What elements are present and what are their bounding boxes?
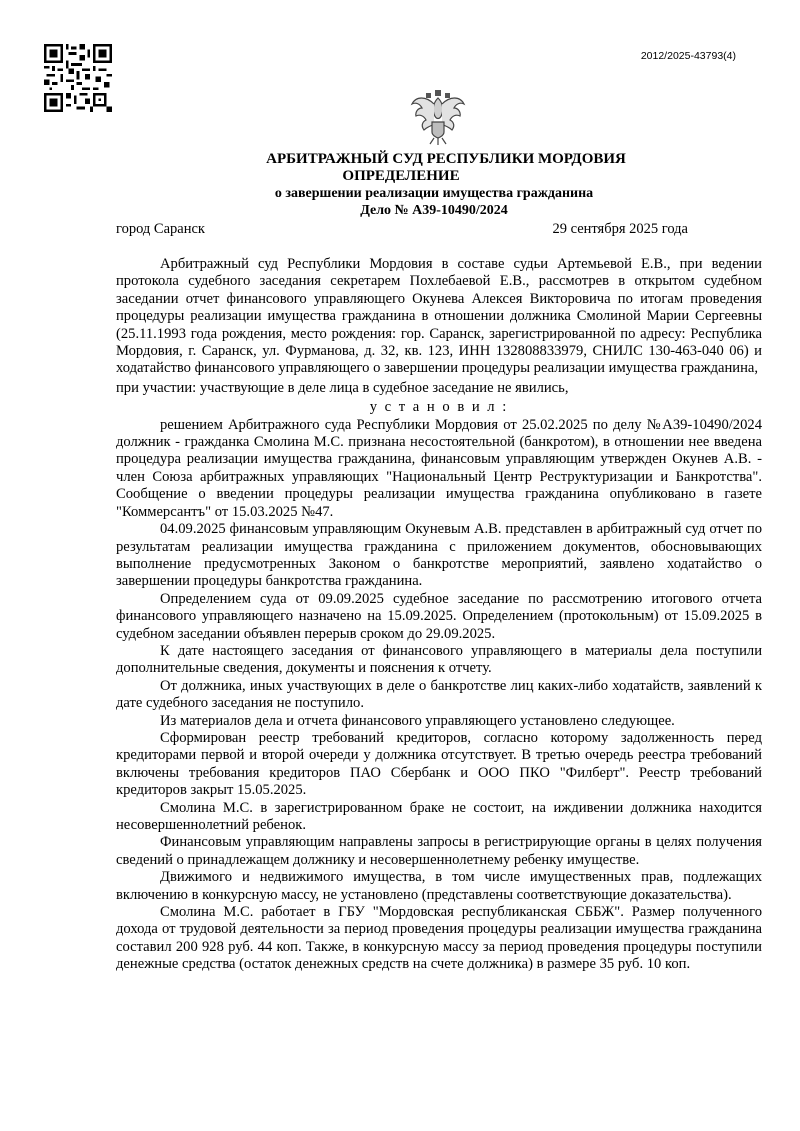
document-type: ОПРЕДЕЛЕНИЕ: [342, 168, 460, 184]
case-number: Дело № А39-10490/2024: [360, 203, 508, 218]
paragraph-decision: решением Арбитражного суда Республики Мордовия от 25.02.2025 по делу №А39-10490/2024 должник - гражданка Смолина М.С. признана несостоятельной (банкротом), в отношении нее введена процедура реализации имущества гражданина, финансовым управляющим утвержден Окунев А.В. - член Союза арбитражных управляющих "Национальный Центр Реструктуризации и Банкротства". Сообщение о введении процедуры реализации имущества гражданина опубликовано в газете "Коммерсантъ" от 15.03.2025 №47.: [116, 416, 762, 520]
court-name: АРБИТРАЖНЫЙ СУД РЕСПУБЛИКИ МОРДОВИЯ: [266, 151, 626, 167]
document-body: [116, 256, 762, 974]
document-id: 2012/2025-43793(4): [640, 50, 736, 62]
coat-of-arms-icon: [408, 88, 468, 146]
place-date-line: [116, 221, 688, 238]
paragraph-property: Движимого и недвижимого имущества, в том числе имущественных прав, подлежащих включению в конкурсную массу, не установлено (представлены соответствующие доказательства).: [116, 869, 762, 903]
section-heading-ustanovil: у с т а н о в и л :: [369, 399, 509, 416]
paragraph-hearing: Определением суда от 09.09.2025 судебное заседание по рассмотрению итогового отчета финансового управляющего назначено на 15.09.2025. Определением (протокольным) от 15.09.2025 в судебном заседании объявлен перерыв сроком до 29.09.2025.: [116, 590, 762, 642]
paragraph-intro: Арбитражный суд Республики Мордовия в составе судьи Артемьевой Е.В., при ведении протокола судебного заседания секретарем Похлебаевой Е.В., рассмотрев в открытом судебном заседании отчет финансового управляющего Окунева Алексея Викторовича по итогам проведения процедуры реализации имущества гражданина в отношении должника Смолиной Марии Сергеевны (25.11.1993 года рождения, место рождения: гор. Саранск, зарегистрированной по адресу: Республика Мордовия, г. Саранск, ул. Фурманова, д. 32, кв. 123, ИНН 132808833979, СНИЛС 130-463-040 06) и ходатайство финансового управляющего о завершении процедуры реализации имущества гражданина,: [116, 256, 762, 377]
paragraph-additional-info: К дате настоящего заседания от финансового управляющего в материалы дела поступили дополнительные сведения, документы и пояснения к отчету.: [116, 642, 762, 677]
document-header: [0, 151, 800, 219]
paragraph-creditors-registry: Сформирован реестр требований кредиторов, согласно которому задолженность перед кредиторами первой и второй очереди у должника отсутствует. В третью очередь реестра требований включены требования кредиторов ПАО Сбербанк и ООО ПКО "Филберт". Реестр требований кредиторов закрыт 15.05.2025.: [116, 729, 762, 799]
paragraph-no-motions: От должника, иных участвующих в деле о банкротстве лиц каких-либо ходатайств, заявлений к дате судебного заседания не поступило.: [116, 677, 762, 712]
paragraph-requests: Финансовым управляющим направлены запросы в регистрирующие органы в целях получения сведений о принадлежащем должнику и несовершеннолетнему ребенку имуществе.: [116, 834, 762, 868]
paragraph-findings-intro: Из материалов дела и отчета финансового управляющего установлено следующее.: [160, 712, 675, 729]
paragraph-participation: при участии: участвующие в деле лица в судебное заседание не явились,: [116, 379, 569, 396]
paragraph-income: Смолина М.С. работает в ГБУ "Мордовская республиканская СББЖ". Размер полученного дохода от трудовой деятельности за период проведения процедуры реализации имущества гражданина составил 200 928 руб. 44 коп. Также, в конкурсную массу за период проведения процедуры поступили денежные средства (остаток денежных средств на счете должника) в размере 35 руб. 10 коп.: [116, 904, 762, 973]
paragraph-family-status: Смолина М.С. в зарегистрированном браке не состоит, на иждивении должника находится несовершеннолетний ребенок.: [116, 799, 762, 833]
document-subject: о завершении реализации имущества гражданина: [274, 186, 594, 201]
document-date: 29 сентября 2025 года: [552, 221, 688, 237]
qr-code-icon: [44, 44, 112, 112]
city: город Саранск: [116, 221, 205, 237]
paragraph-report: 04.09.2025 финансовым управляющим Окуневым А.В. представлен в арбитражный суд отчет по результатам реализации имущества гражданина с приложением документов, обосновывающих выполнение предусмотренных Законом о банкротстве мероприятий, заявлено ходатайство о завершении процедуры банкротства гражданина.: [116, 521, 762, 590]
